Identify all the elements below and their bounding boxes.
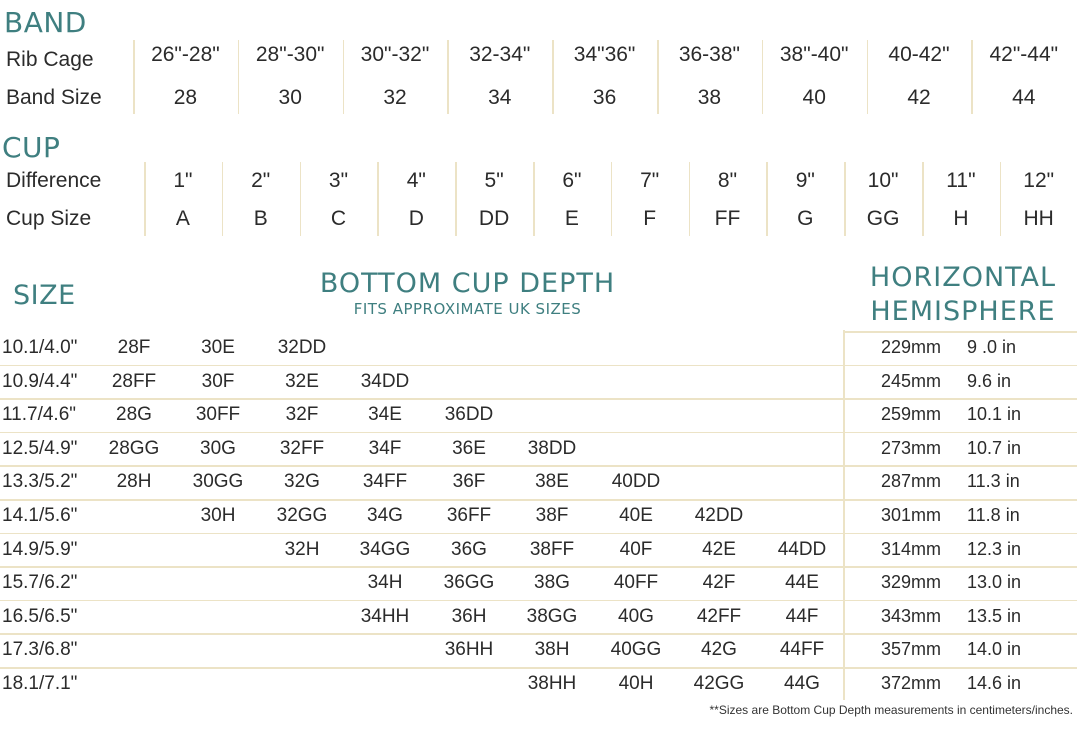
cup-size-cell: DD: [478, 207, 510, 230]
bcd-cell: 34FF: [362, 471, 408, 493]
footnote: **Sizes are Bottom Cup Depth measurements in centimeters/inches.: [709, 703, 1073, 717]
bcd-cell: 42F: [702, 572, 736, 594]
rib-cage-label: Rib Cage: [6, 48, 94, 71]
band-size-cell: 32: [383, 86, 407, 109]
cup-size-cell: G: [797, 207, 814, 230]
bcd-cell: 40H: [618, 673, 654, 694]
bcd-cell: 32FF: [279, 437, 325, 459]
bcd-cell: 42FF: [696, 605, 742, 627]
bcd-cell: 28H: [116, 471, 152, 493]
cup-diff-cell: 10": [867, 169, 899, 192]
bcd-cell: 38DD: [527, 437, 577, 459]
bcd-cell: 34F: [368, 437, 402, 459]
cup-size-cell: H: [953, 207, 969, 230]
bcd-cell: 40GG: [610, 639, 662, 661]
hh-in: 14.0 in: [967, 639, 1022, 660]
band-size-cell: 36: [592, 86, 617, 109]
bcd-cell: 32DD: [277, 337, 327, 358]
row-size: 18.1/7.1": [2, 673, 78, 694]
bcd-cell: 44E: [785, 572, 819, 594]
cup-diff-cell: 12": [1023, 169, 1055, 192]
cup-diff-cell: 2": [251, 169, 271, 192]
band-size-cell: 30: [278, 86, 302, 109]
hh-title-1: HORIZONTAL: [869, 262, 1057, 293]
band-rib-cell: 32-34": [469, 43, 531, 66]
bcd-cell: 44G: [784, 673, 820, 694]
hh-mm: 229mm: [881, 337, 942, 357]
bcd-cell: 42DD: [694, 505, 744, 526]
bcd-cell: 44DD: [777, 538, 827, 560]
hh-mm: 343mm: [881, 605, 942, 626]
cup-size-cell: A: [175, 207, 190, 230]
hh-in: 11.8 in: [967, 505, 1020, 525]
cup-size-cell: GG: [866, 207, 900, 230]
cup-size-cell: HH: [1023, 207, 1054, 230]
cup-diff-cell: 11": [946, 169, 976, 192]
bcd-cell: 42GG: [693, 673, 745, 694]
cup-diff-cell: 4": [406, 169, 426, 192]
bcd-cell: 32GG: [276, 505, 328, 526]
hh-in: 9 .0 in: [967, 337, 1017, 357]
hh-in: 11.3 in: [967, 471, 1020, 492]
bcd-cell: 40F: [619, 538, 653, 560]
size-title: SIZE: [13, 280, 76, 311]
band-size-cell: 28: [173, 86, 198, 109]
hh-mm: 287mm: [881, 471, 942, 492]
cup-title: CUP: [2, 131, 61, 164]
hh-mm: 329mm: [881, 572, 942, 593]
hh-in: 9.6 in: [967, 370, 1012, 391]
bcd-cell: 38HH: [527, 673, 577, 694]
bcd-cell: 40DD: [611, 471, 661, 493]
row-size: 14.1/5.6": [2, 505, 78, 526]
cup-size-cell: D: [408, 207, 424, 230]
band-rib-cell: 28"-30": [255, 43, 325, 66]
hh-mm: 259mm: [881, 404, 942, 425]
row-size: 15.7/6.2": [2, 572, 78, 594]
hh-mm: 314mm: [881, 538, 942, 559]
cup-diff-cell: 5": [484, 169, 504, 192]
bcd-cell: 34DD: [360, 370, 410, 392]
bcd-cell: 30FF: [195, 404, 241, 426]
bcd-cell: 28GG: [108, 437, 160, 459]
bcd-cell: 34G: [367, 505, 403, 526]
bcd-cell: 38FF: [529, 538, 575, 560]
bcd-cell: 34H: [367, 572, 403, 594]
hh-title-2: HEMISPHERE: [870, 296, 1056, 327]
cup-size-cell: F: [643, 207, 657, 230]
bcd-cell: 42E: [702, 538, 736, 560]
bcd-cell: 44F: [785, 605, 819, 627]
bcd-cell: 36DD: [444, 404, 494, 426]
cup-diff-cell: 6": [562, 169, 582, 192]
bcd-cell: 38E: [535, 471, 569, 493]
cup-size-cell: FF: [714, 207, 741, 230]
cup-diff-cell: 9": [795, 169, 815, 192]
bcd-cell: 28F: [117, 337, 151, 358]
bcd-cell: 40G: [618, 605, 654, 627]
bcd-cell: 38F: [535, 505, 569, 526]
cup-size-label: Cup Size: [6, 207, 92, 230]
bcd-cell: 40FF: [613, 572, 659, 594]
bcd-cell: 40E: [619, 505, 653, 526]
bcd-cell: 34E: [368, 404, 402, 426]
bcd-cell: 30G: [200, 437, 236, 459]
bcd-subtitle: FITS APPROXIMATE UK SIZES: [353, 300, 582, 318]
hh-in: 10.7 in: [967, 437, 1022, 458]
row-size: 10.1/4.0": [2, 337, 78, 358]
bcd-cell: 36F: [452, 471, 486, 493]
bcd-cell: 38H: [534, 639, 570, 661]
hh-top-line: [843, 331, 1077, 333]
band-size-label: Band Size: [6, 86, 102, 109]
bcd-cell: 34HH: [360, 605, 410, 627]
band-rib-cell: 26"-28": [151, 43, 220, 66]
bcd-cell: 30F: [201, 370, 235, 392]
cup-diff-cell: 3": [328, 169, 349, 192]
bcd-cell: 32H: [284, 538, 320, 560]
bcd-cell: 38G: [534, 572, 570, 594]
hh-in: 12.3 in: [967, 538, 1022, 559]
band-rib-cell: 30"-32": [360, 43, 430, 66]
hh-in: 10.1 in: [967, 404, 1022, 425]
band-size-cell: 42: [907, 86, 931, 109]
band-title: BAND: [4, 6, 87, 39]
band-size-cell: 40: [802, 86, 826, 109]
bcd-title: BOTTOM CUP DEPTH: [319, 268, 616, 299]
bcd-cell: 32G: [284, 471, 320, 493]
row-size: 12.5/4.9": [2, 437, 78, 459]
hh-mm: 357mm: [881, 639, 942, 660]
band-rib-cell: 36-38": [678, 43, 740, 66]
bcd-cell: 42G: [701, 639, 737, 661]
hh-mm: 301mm: [881, 505, 942, 525]
hh-in: 13.0 in: [967, 572, 1022, 593]
bcd-cell: 32E: [285, 370, 319, 392]
cup-diff-cell: 8": [717, 169, 738, 192]
row-size: 14.9/5.9": [2, 538, 78, 560]
band-size-cell: 34: [488, 86, 512, 109]
bcd-cell: 28G: [116, 404, 152, 426]
hh-mm: 273mm: [881, 437, 942, 458]
row-size: 11.7/4.6": [2, 404, 77, 426]
row-size: 16.5/6.5": [2, 605, 78, 627]
cup-size-cell: C: [330, 207, 347, 230]
band-size-cell: 38: [697, 86, 722, 109]
bcd-cell: 38GG: [526, 605, 578, 627]
hh-mm: 245mm: [881, 370, 942, 391]
hh-mm: 372mm: [881, 673, 942, 693]
cup-size-cell: B: [253, 207, 268, 230]
row-size: 10.9/4.4": [2, 370, 78, 392]
bcd-cell: 30GG: [192, 471, 244, 493]
bcd-cell: 36H: [451, 605, 487, 627]
bcd-cell: 36GG: [443, 572, 495, 594]
band-rib-cell: 34"36": [573, 43, 636, 66]
cup-size-cell: E: [564, 207, 579, 230]
difference-label: Difference: [6, 169, 102, 192]
cup-diff-cell: 1": [173, 169, 193, 192]
band-size-cell: 44: [1012, 86, 1036, 109]
row-size: 17.3/6.8": [2, 639, 78, 661]
band-rib-cell: 42"-44": [989, 43, 1059, 66]
bcd-cell: 36G: [451, 538, 487, 560]
cup-diff-cell: 7": [640, 169, 660, 192]
bcd-cell: 36HH: [444, 639, 494, 661]
bcd-cell: 30E: [201, 337, 235, 358]
hh-in: 13.5 in: [967, 605, 1022, 626]
band-rib-cell: 40-42": [888, 43, 950, 66]
bcd-cell: 34GG: [359, 538, 411, 560]
band-rib-cell: 38"-40": [779, 43, 849, 66]
bcd-cell: 28FF: [111, 370, 157, 392]
bcd-cell: 36E: [452, 437, 486, 459]
row-size: 13.3/5.2": [2, 471, 78, 493]
bcd-cell: 32F: [285, 404, 319, 426]
bcd-cell: 30H: [200, 505, 236, 526]
bcd-cell: 36FF: [446, 505, 492, 526]
hh-in: 14.6 in: [967, 673, 1022, 693]
bcd-cell: 44FF: [779, 639, 825, 661]
